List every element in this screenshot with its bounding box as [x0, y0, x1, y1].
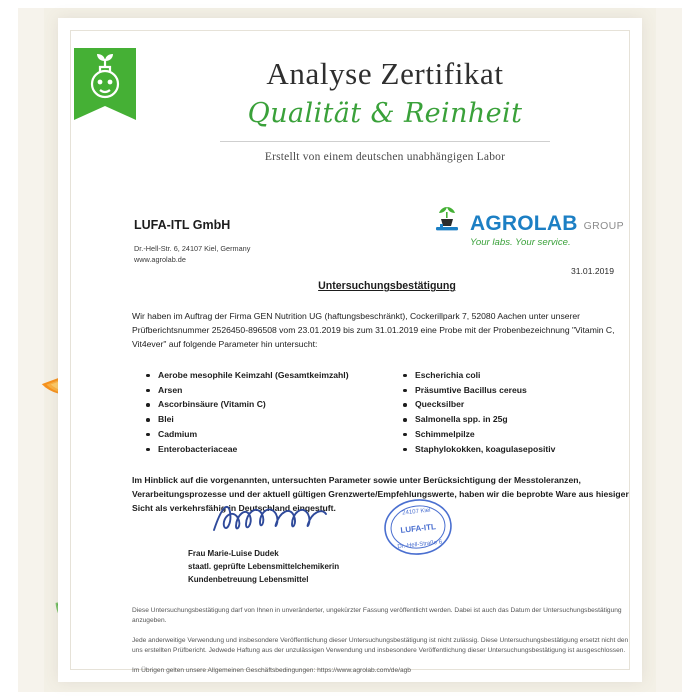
- conclusion-paragraph: Im Hinblick auf die vorgenannten, untersuchten Parameter sowie unter Berücksichtigung der Messtoleranzen, Verarbeitungsprozesse und der aktuell gültigen Grenzwerte/Empfehlungswerte, haben wir die beprobte Ware aus hiesiger Sicht als verkehrsfähig in Deutschland eingestuft.: [132, 475, 629, 514]
- agrolab-tagline: Your labs. Your service.: [470, 237, 571, 248]
- list-item: Enterobacteriaceae: [146, 442, 385, 457]
- list-item: Quecksilber: [403, 397, 642, 412]
- list-item: Präsumtive Bacillus cereus: [403, 383, 642, 398]
- certificate-header: [58, 18, 642, 188]
- parameter-list-left: [146, 368, 385, 457]
- parameter-lists: [146, 368, 642, 457]
- svg-text:LUFA-ITL: LUFA-ITL: [400, 522, 437, 535]
- company-brand-row: [58, 204, 642, 276]
- document-date: 31.01.2019: [570, 266, 614, 276]
- flask-plant-badge-icon: [74, 48, 136, 132]
- agrolab-wordmark: AGROLAB: [470, 212, 578, 235]
- signatory-name: Frau Marie-Luise Dudek: [188, 549, 279, 558]
- agrolab-group-label: GROUP: [583, 220, 625, 232]
- intro-paragraph: Wir haben im Auftrag der Firma GEN Nutrition UG (haftungsbeschränkt), Cockerillpark 7, 52080 Aachen unter unserer Prüfberichtsnummer 2526450-896508 vom 23.01.2019 bis zum 31.01.2019 eine Probe mit der Probenbezeichnung "Vitamin C, Vit4ever" auf folgende Parameter hin untersucht:: [132, 311, 615, 349]
- signature-block: [132, 496, 642, 596]
- parameter-list-right: [403, 368, 642, 457]
- list-item: Schimmelpilze: [403, 427, 642, 442]
- title-block: [150, 56, 620, 163]
- signatory-department: Kundenbetreuung Lebensmittel: [188, 574, 309, 584]
- page-subtitle: Erstellt von einem deutschen unabhängigen Labor: [264, 151, 506, 163]
- certificate-sheet: [58, 18, 642, 682]
- legal-footer: [132, 606, 632, 685]
- footer-terms-prefix: Im Übrigen gelten unsere Allgemeinen Geschäftsbedingungen:: [132, 666, 318, 674]
- list-item: Salmonella spp. in 25g: [403, 412, 642, 427]
- title-divider: [220, 141, 550, 142]
- page-subtitle-script: Qualität & Reinheit: [247, 98, 523, 129]
- list-item: Blei: [146, 412, 385, 427]
- footer-paragraph-3: [132, 666, 632, 676]
- page-title: Analyse Zertifikat: [266, 56, 504, 91]
- signatory-details: [188, 548, 339, 587]
- round-lab-stamp-icon: [372, 494, 464, 560]
- svg-text:24107 Kiel: 24107 Kiel: [402, 507, 431, 517]
- list-item: Cadmium: [146, 427, 385, 442]
- footer-paragraph-1: Diese Untersuchungsbestätigung darf von Ihnen in unveränderter, ungekürzter Fassung veröffentlicht werden. Dabei ist auch das Datum der Untersuchungsbestätigung anzugeben.: [132, 607, 622, 625]
- footer-paragraph-2: Jede anderweitige Verwendung und insbesondere Veröffentlichung dieser Untersuchungsbestätigung ist nicht zulässig. Diese Untersuchungsbestätigung ersetzt nicht den uns erstellten Prüfbericht. Jedwede Haftung aus der unzulässigen Verwendung und insbesondere Veröffentlichung dieser Untersuchungsbestätigung ist ausgeschlossen.: [132, 636, 629, 655]
- list-item: Escherichia coli: [403, 368, 642, 383]
- certificate-body: [132, 280, 642, 524]
- company-address-line1: Dr.-Hell-Str. 6, 24107 Kiel, Germany: [134, 244, 251, 253]
- company-name: LUFA-ITL GmbH: [134, 218, 231, 232]
- list-item: Aerobe mesophile Keimzahl (Gesamtkeimzahl): [146, 368, 385, 383]
- company-address: [134, 244, 250, 266]
- document-heading: Untersuchungsbestätigung: [318, 280, 456, 292]
- list-item: Arsen: [146, 383, 385, 398]
- list-item: Staphylokokken, koagulasepositiv: [403, 442, 642, 457]
- agrolab-logo: [430, 204, 640, 248]
- list-item: Ascorbinsäure (Vitamin C): [146, 397, 385, 412]
- agrolab-microscope-icon: [430, 204, 464, 234]
- signatory-role: staatl. geprüfte Lebensmittelchemikerin: [188, 561, 340, 571]
- company-website: www.agrolab.de: [134, 254, 186, 264]
- handwritten-signature-icon: [210, 496, 330, 540]
- svg-text:Dr.-Hell-Straße 6: Dr.-Hell-Straße 6: [397, 539, 443, 551]
- footer-terms-link[interactable]: https://www.agrolab.com/de/agb: [317, 666, 411, 674]
